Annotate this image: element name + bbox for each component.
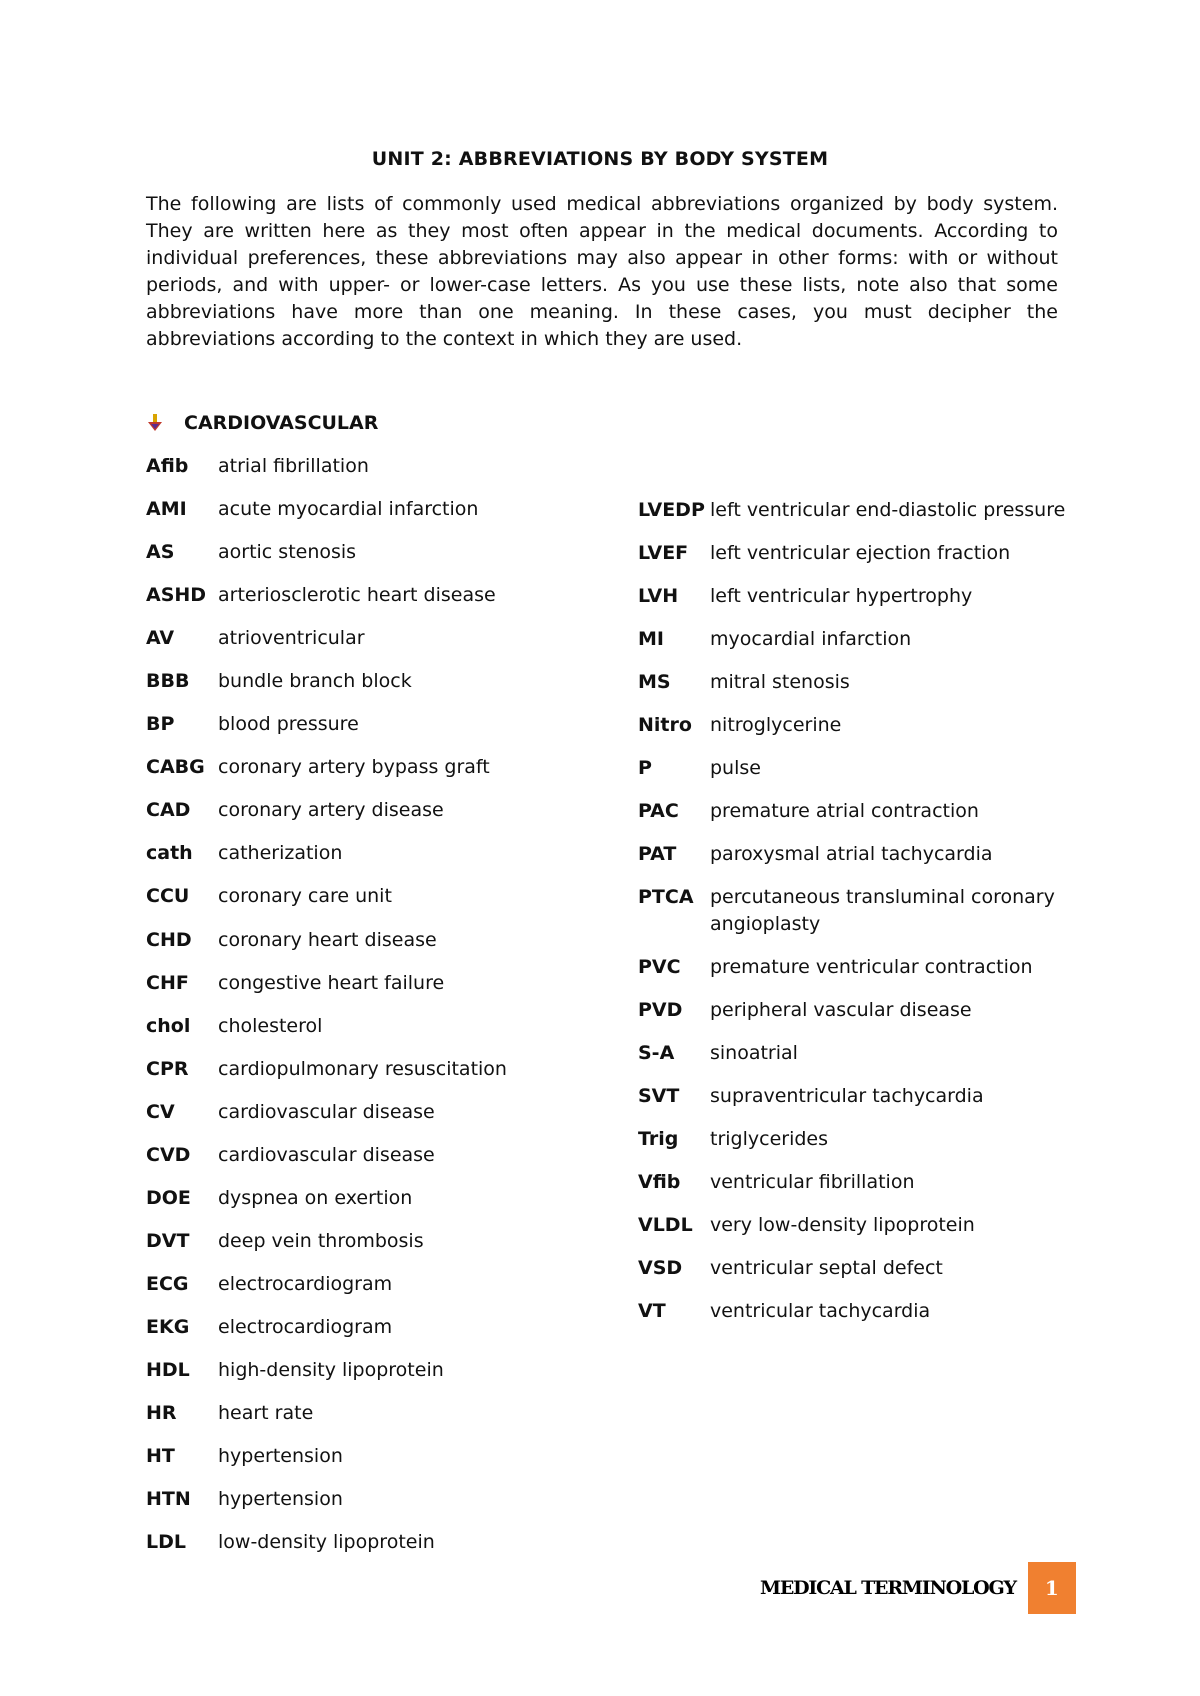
abbreviation-row — [638, 669, 1078, 696]
abbreviation-row — [638, 1298, 1078, 1325]
abbreviation-row — [146, 1056, 616, 1099]
abbreviation-row — [146, 927, 616, 970]
abbreviation-meaning: deep vein thrombosis — [218, 1229, 424, 1252]
abbreviation-meaning: cardiovascular disease — [218, 1143, 435, 1166]
abbreviation-row — [146, 1443, 616, 1486]
footer-label: MEDICAL TERMINOLOGY — [760, 1577, 1016, 1599]
abbreviation-term: VT — [638, 1300, 666, 1322]
abbreviation-term: chol — [146, 1014, 191, 1037]
abbreviation-term: PAC — [638, 800, 679, 822]
abbreviation-row — [638, 712, 1078, 739]
abbreviation-term: HTN — [146, 1488, 191, 1511]
abbreviation-term: VSD — [638, 1257, 683, 1279]
abbreviation-term: BBB — [146, 670, 190, 693]
abbreviation-term: AV — [146, 627, 175, 650]
abbreviation-meaning: left ventricular ejection fraction — [710, 542, 1011, 564]
abbreviation-meaning: coronary artery bypass graft — [218, 756, 490, 779]
abbreviation-row — [638, 1255, 1078, 1282]
abbreviation-term: LDL — [146, 1531, 186, 1554]
abbreviation-meaning: aortic stenosis — [218, 541, 357, 564]
abbreviation-meaning: percutaneous transluminal coronary angioplasty — [710, 886, 1055, 935]
abbreviation-row — [146, 1271, 616, 1314]
abbreviation-term: CVD — [146, 1143, 191, 1166]
abbreviation-meaning: left ventricular hypertrophy — [710, 585, 973, 607]
abbreviation-row — [638, 755, 1078, 782]
abbreviation-row — [146, 840, 616, 883]
page-footer — [760, 1562, 1076, 1614]
abbreviation-meaning: left ventricular end-diastolic pressure — [710, 499, 1066, 521]
page-title: UNIT 2: ABBREVIATIONS BY BODY SYSTEM — [371, 148, 829, 170]
abbreviation-meaning: high-density lipoprotein — [218, 1358, 444, 1381]
abbreviation-meaning: catherization — [218, 842, 343, 865]
abbreviation-row — [146, 797, 616, 840]
abbreviation-term: PTCA — [638, 886, 694, 908]
page-number: 1 — [1028, 1562, 1076, 1614]
abbreviation-row — [638, 1212, 1078, 1239]
abbreviation-term: AMI — [146, 498, 187, 521]
abbreviation-meaning: atrioventricular — [218, 627, 365, 650]
abbreviation-row — [146, 625, 616, 668]
abbreviation-meaning: electrocardiogram — [218, 1315, 393, 1338]
abbreviation-term: S-A — [638, 1042, 675, 1064]
abbreviation-row — [146, 754, 616, 797]
abbreviation-meaning: coronary care unit — [218, 885, 392, 908]
abbreviation-row — [638, 1126, 1078, 1153]
abbreviation-meaning: cholesterol — [218, 1014, 323, 1037]
abbreviation-meaning: blood pressure — [218, 713, 359, 736]
abbreviation-row — [638, 540, 1078, 567]
abbreviation-meaning: electrocardiogram — [218, 1272, 393, 1295]
abbreviation-term: CABG — [146, 756, 205, 779]
abbreviation-row — [638, 997, 1078, 1024]
abbreviation-term: cath — [146, 842, 193, 865]
abbreviation-meaning: hypertension — [218, 1488, 343, 1511]
abbreviation-term: CCU — [146, 885, 190, 908]
abbreviation-row — [146, 1185, 616, 1228]
abbreviation-row — [146, 1142, 616, 1185]
abbreviation-term: MS — [638, 671, 671, 693]
abbreviation-term: CV — [146, 1100, 175, 1123]
abbreviation-term: LVEDP — [638, 499, 705, 521]
abbreviation-term: ECG — [146, 1272, 189, 1295]
abbreviation-row — [146, 1013, 616, 1056]
abbreviation-term: CPR — [146, 1057, 189, 1080]
abbreviation-meaning: ventricular septal defect — [710, 1257, 943, 1279]
abbreviation-row — [146, 970, 616, 1013]
abbreviation-meaning: triglycerides — [710, 1128, 828, 1150]
abbreviation-term: CAD — [146, 799, 191, 822]
abbreviation-meaning: mitral stenosis — [710, 671, 850, 693]
abbreviation-meaning: ventricular tachycardia — [710, 1300, 931, 1322]
arrow-bullet-icon — [146, 413, 164, 433]
abbreviation-row — [638, 1169, 1078, 1196]
abbreviation-row — [638, 1083, 1078, 1110]
abbreviation-row — [146, 668, 616, 711]
abbreviation-term: ASHD — [146, 584, 207, 607]
abbreviation-term: HR — [146, 1402, 177, 1425]
abbreviation-meaning: bundle branch block — [218, 670, 412, 693]
abbreviation-term: LVH — [638, 585, 679, 607]
section-title: CARDIOVASCULAR — [184, 412, 379, 434]
abbreviation-term: VLDL — [638, 1214, 693, 1236]
abbreviation-row — [638, 798, 1078, 825]
abbreviation-row — [146, 1400, 616, 1443]
abbreviation-row — [638, 626, 1078, 653]
abbreviation-meaning: coronary artery disease — [218, 799, 444, 822]
abbreviation-term: CHF — [146, 971, 189, 994]
abbreviation-meaning: heart rate — [218, 1402, 314, 1425]
abbreviation-term: Vfib — [638, 1171, 681, 1193]
abbreviation-term: DVT — [146, 1229, 190, 1252]
abbreviation-term: Nitro — [638, 714, 692, 736]
abbreviation-meaning: atrial fibrillation — [218, 455, 369, 477]
abbreviation-row — [146, 496, 616, 539]
abbreviation-row — [638, 954, 1078, 981]
abbreviation-row — [146, 711, 616, 754]
abbreviation-meaning: myocardial infarction — [710, 628, 912, 650]
abbreviation-meaning: cardiovascular disease — [218, 1100, 435, 1123]
abbreviation-row — [146, 1486, 616, 1529]
abbreviation-meaning: sinoatrial — [710, 1042, 798, 1064]
abbreviation-meaning: nitroglycerine — [710, 714, 842, 736]
abbreviation-column-right — [638, 497, 1078, 1341]
abbreviation-term: Trig — [638, 1128, 679, 1150]
intro-paragraph: The following are lists of commonly used medical abbreviations organized by body system. They are written here as they most often appear in the medical documents. According to individual preferences, these abbreviations may also appear in other forms: with or without periods, and with upper- or lower-case letters. As you use these lists, note also that some abbreviations have more than one meaning. In these cases, you must decipher the abbreviations according to the context in which they are used. — [146, 193, 1058, 350]
abbreviation-term: PAT — [638, 843, 677, 865]
abbreviation-meaning: coronary heart disease — [218, 928, 437, 951]
abbreviation-row — [638, 1040, 1078, 1067]
abbreviation-row — [146, 539, 616, 582]
abbreviation-term: AS — [146, 541, 175, 564]
abbreviation-row — [146, 883, 616, 926]
abbreviation-term: LVEF — [638, 542, 689, 564]
abbreviation-row — [146, 453, 616, 496]
section-heading — [146, 412, 378, 434]
abbreviation-meaning: arteriosclerotic heart disease — [218, 584, 496, 607]
abbreviation-term: EKG — [146, 1315, 190, 1338]
abbreviation-term: BP — [146, 713, 175, 736]
abbreviation-meaning: paroxysmal atrial tachycardia — [710, 843, 993, 865]
abbreviation-meaning: cardiopulmonary resuscitation — [218, 1057, 507, 1080]
abbreviation-row — [638, 884, 1078, 938]
abbreviation-term: HT — [146, 1445, 175, 1468]
abbreviation-term: PVD — [638, 999, 683, 1021]
abbreviation-row — [146, 1357, 616, 1400]
abbreviation-term: SVT — [638, 1085, 680, 1107]
abbreviation-row — [146, 582, 616, 625]
abbreviation-meaning: premature ventricular contraction — [710, 956, 1033, 978]
abbreviation-term: CHD — [146, 928, 192, 951]
abbreviation-meaning: congestive heart failure — [218, 971, 445, 994]
abbreviation-row — [146, 1099, 616, 1142]
abbreviation-row — [638, 583, 1078, 610]
abbreviation-term: MI — [638, 628, 664, 650]
abbreviation-meaning: ventricular fibrillation — [710, 1171, 915, 1193]
abbreviation-meaning: pulse — [710, 757, 761, 779]
abbreviation-row — [146, 1529, 616, 1572]
abbreviation-term: DOE — [146, 1186, 191, 1209]
abbreviation-meaning: hypertension — [218, 1445, 343, 1468]
abbreviation-row — [638, 497, 1078, 524]
abbreviation-meaning: very low-density lipoprotein — [710, 1214, 975, 1236]
abbreviation-term: PVC — [638, 956, 681, 978]
abbreviation-meaning: dyspnea on exertion — [218, 1186, 413, 1209]
abbreviation-term: P — [638, 757, 652, 779]
abbreviation-term: Afib — [146, 455, 189, 477]
abbreviation-row — [146, 1228, 616, 1271]
abbreviation-row — [638, 841, 1078, 868]
abbreviation-meaning: acute myocardial infarction — [218, 498, 479, 521]
abbreviation-meaning: premature atrial contraction — [710, 800, 979, 822]
abbreviation-column-left — [146, 453, 616, 1572]
abbreviation-meaning: low-density lipoprotein — [218, 1531, 435, 1554]
abbreviation-meaning: peripheral vascular disease — [710, 999, 972, 1021]
abbreviation-meaning: supraventricular tachycardia — [710, 1085, 984, 1107]
abbreviation-row — [146, 1314, 616, 1357]
abbreviation-term: HDL — [146, 1358, 190, 1381]
